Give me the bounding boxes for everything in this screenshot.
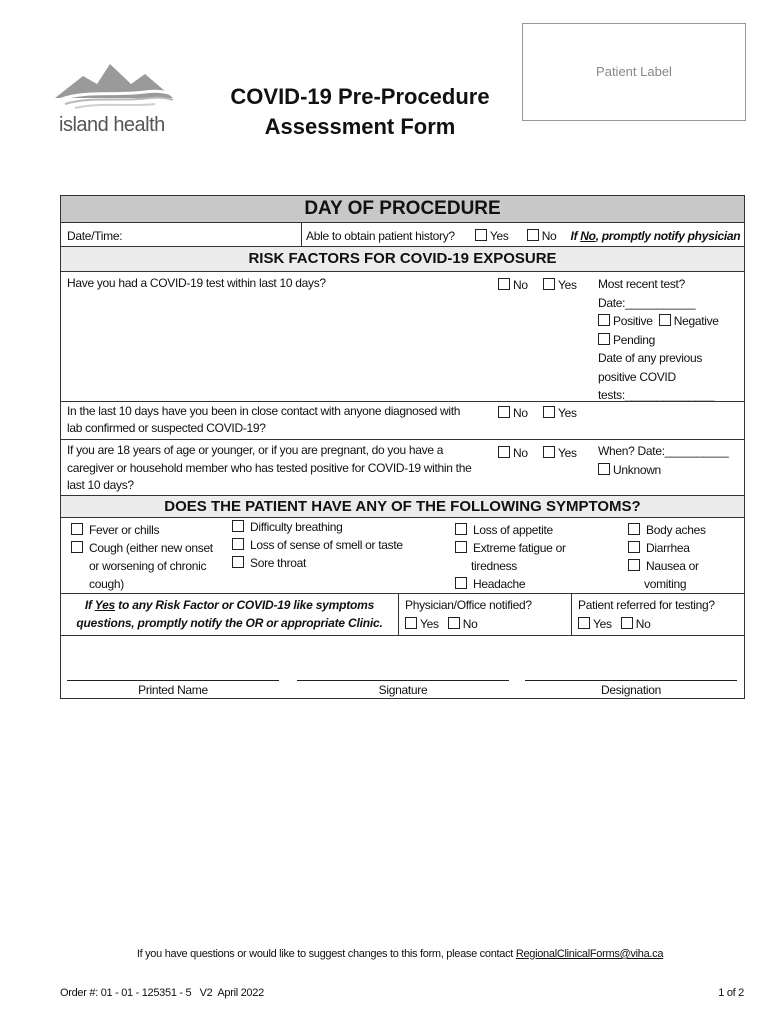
- printed-name-line[interactable]: [67, 680, 279, 681]
- unknown-checkbox[interactable]: [598, 463, 610, 475]
- positive-checkbox[interactable]: [598, 314, 610, 326]
- recent-test-details: Most recent test? Date:___________ Positive Negative Pending Date of any previous positive COVID tests:______________: [598, 275, 719, 405]
- symptom-headache: Headache: [455, 575, 525, 593]
- notify-physician-note: If No, promptly notify physician: [570, 229, 741, 243]
- symptom-appetite: Loss of appetite: [455, 521, 553, 539]
- printed-name-label: Printed Name: [138, 683, 208, 697]
- q1-yes-option: Yes: [543, 278, 577, 292]
- question-close-contact: In the last 10 days have you been in close contact with anyone diagnosed with lab confirmed or suspected COVID-19?: [67, 404, 461, 435]
- q3-yes-checkbox[interactable]: [543, 446, 555, 458]
- notify-notice: If Yes to any Risk Factor or COVID-19 like symptoms questions, promptly notify the OR or appropriate Clinic.: [76, 598, 383, 630]
- q3-no-checkbox[interactable]: [498, 446, 510, 458]
- q2-yes-checkbox[interactable]: [543, 406, 555, 418]
- history-row: [306, 229, 740, 243]
- cough-checkbox[interactable]: [71, 541, 83, 553]
- mountain-logo-icon: [55, 62, 180, 112]
- form-frame: [60, 195, 745, 699]
- q1-yes-checkbox[interactable]: [543, 278, 555, 290]
- fatigue-checkbox[interactable]: [455, 541, 467, 553]
- recent-test-label: Most recent test?: [598, 277, 685, 291]
- breathing-checkbox[interactable]: [232, 520, 244, 532]
- page-number: 1 of 2: [718, 987, 744, 999]
- question-covid-test: Have you had a COVID-19 test within last 10 days?: [67, 276, 326, 290]
- signature-label: Signature: [378, 683, 428, 697]
- symptoms-header: DOES THE PATIENT HAVE ANY OF THE FOLLOWING SYMPTOMS?: [61, 496, 744, 517]
- nausea-checkbox[interactable]: [628, 559, 640, 571]
- q3-no-option: No: [498, 446, 528, 460]
- symptom-body-aches: Body aches: [628, 521, 706, 539]
- island-health-logo: [55, 62, 180, 142]
- day-of-procedure-header: DAY OF PROCEDURE: [61, 196, 744, 222]
- symptom-breathing: Difficulty breathing: [232, 518, 343, 536]
- q1-no-checkbox[interactable]: [498, 278, 510, 290]
- q1-no-option: No: [498, 278, 528, 292]
- symptom-smell-taste: Loss of sense of smell or taste: [232, 536, 403, 554]
- fever-checkbox[interactable]: [71, 523, 83, 535]
- contact-email-link[interactable]: RegionalClinicalForms@viha.ca: [515, 948, 664, 960]
- symptom-diarrhea: Diarrhea: [628, 539, 690, 557]
- physician-yes-checkbox[interactable]: [405, 617, 417, 629]
- org-name: island health: [59, 114, 165, 136]
- smell-taste-checkbox[interactable]: [232, 538, 244, 550]
- patient-referred-label: Patient referred for testing?: [578, 598, 715, 612]
- negative-checkbox[interactable]: [659, 314, 671, 326]
- designation-line[interactable]: [525, 680, 737, 681]
- history-label: Able to obtain patient history?: [306, 229, 455, 243]
- patient-label-text: Patient Label: [596, 64, 672, 79]
- question-household-member: If you are 18 years of age or younger, or if you are pregnant, do you have a caregiver or household member who has tested positive for COVID-19 within the last 10 days?: [67, 443, 472, 492]
- headache-checkbox[interactable]: [455, 577, 467, 589]
- physician-notified: Physician/Office notified? Yes No: [405, 598, 532, 631]
- prev-positive-tests-field[interactable]: tests:______________: [598, 388, 715, 402]
- prev-positive-label-2: positive COVID: [598, 369, 676, 384]
- symptom-cough-line2: or worsening of chronic: [89, 559, 207, 573]
- symptom-nausea: Nausea or: [628, 557, 699, 575]
- symptom-sore-throat: Sore throat: [232, 554, 306, 572]
- body-aches-checkbox[interactable]: [628, 523, 640, 535]
- physician-no-checkbox[interactable]: [448, 617, 460, 629]
- physician-notified-label: Physician/Office notified?: [405, 598, 532, 612]
- referred-no-checkbox[interactable]: [621, 617, 633, 629]
- when-date-details: When? Date:__________ Unknown: [598, 444, 729, 477]
- prev-positive-label-1: Date of any previous: [598, 351, 703, 365]
- symptom-nausea-line2: vomiting: [644, 577, 687, 591]
- datetime-field[interactable]: [141, 224, 301, 244]
- history-no-checkbox[interactable]: [527, 229, 539, 241]
- symptom-cough-line3: cough): [89, 577, 124, 591]
- sore-throat-checkbox[interactable]: [232, 556, 244, 568]
- designation-label: Designation: [600, 683, 662, 697]
- q3-yes-option: Yes: [543, 446, 577, 460]
- order-number: Order #: 01 - 01 - 125351 - 5 V2 April 2022: [60, 987, 264, 999]
- referred-yes-checkbox[interactable]: [578, 617, 590, 629]
- form-title: [200, 82, 520, 142]
- risk-factors-header: RISK FACTORS FOR COVID-19 EXPOSURE: [61, 247, 744, 271]
- datetime-label: Date/Time:: [67, 229, 123, 243]
- appetite-checkbox[interactable]: [455, 523, 467, 535]
- symptom-fever: Fever or chills: [71, 521, 159, 539]
- patient-label-box: [522, 23, 746, 121]
- pending-checkbox[interactable]: [598, 333, 610, 345]
- footer-contact: If you have questions or would like to suggest changes to this form, please contact RegionalClinicalForms@viha.ca: [136, 948, 664, 960]
- title-line-1: COVID-19 Pre-Procedure: [230, 84, 490, 109]
- patient-referred: Patient referred for testing? Yes No: [578, 598, 715, 631]
- diarrhea-checkbox[interactable]: [628, 541, 640, 553]
- q2-yes-option: Yes: [543, 406, 577, 420]
- history-yes-checkbox[interactable]: [475, 229, 487, 241]
- symptom-cough: Cough (either new onset: [71, 539, 213, 557]
- symptom-fatigue-line2: tiredness: [471, 559, 517, 573]
- title-line-2: Assessment Form: [264, 114, 456, 139]
- history-yes-label: Yes: [489, 229, 509, 243]
- when-date-field[interactable]: When? Date:__________: [598, 444, 729, 458]
- q2-no-option: No: [498, 406, 528, 420]
- recent-test-date[interactable]: Date:___________: [598, 295, 696, 310]
- symptom-fatigue: Extreme fatigue or: [455, 539, 566, 557]
- history-no-label: No: [541, 229, 557, 243]
- q2-no-checkbox[interactable]: [498, 406, 510, 418]
- signature-line[interactable]: [297, 680, 509, 681]
